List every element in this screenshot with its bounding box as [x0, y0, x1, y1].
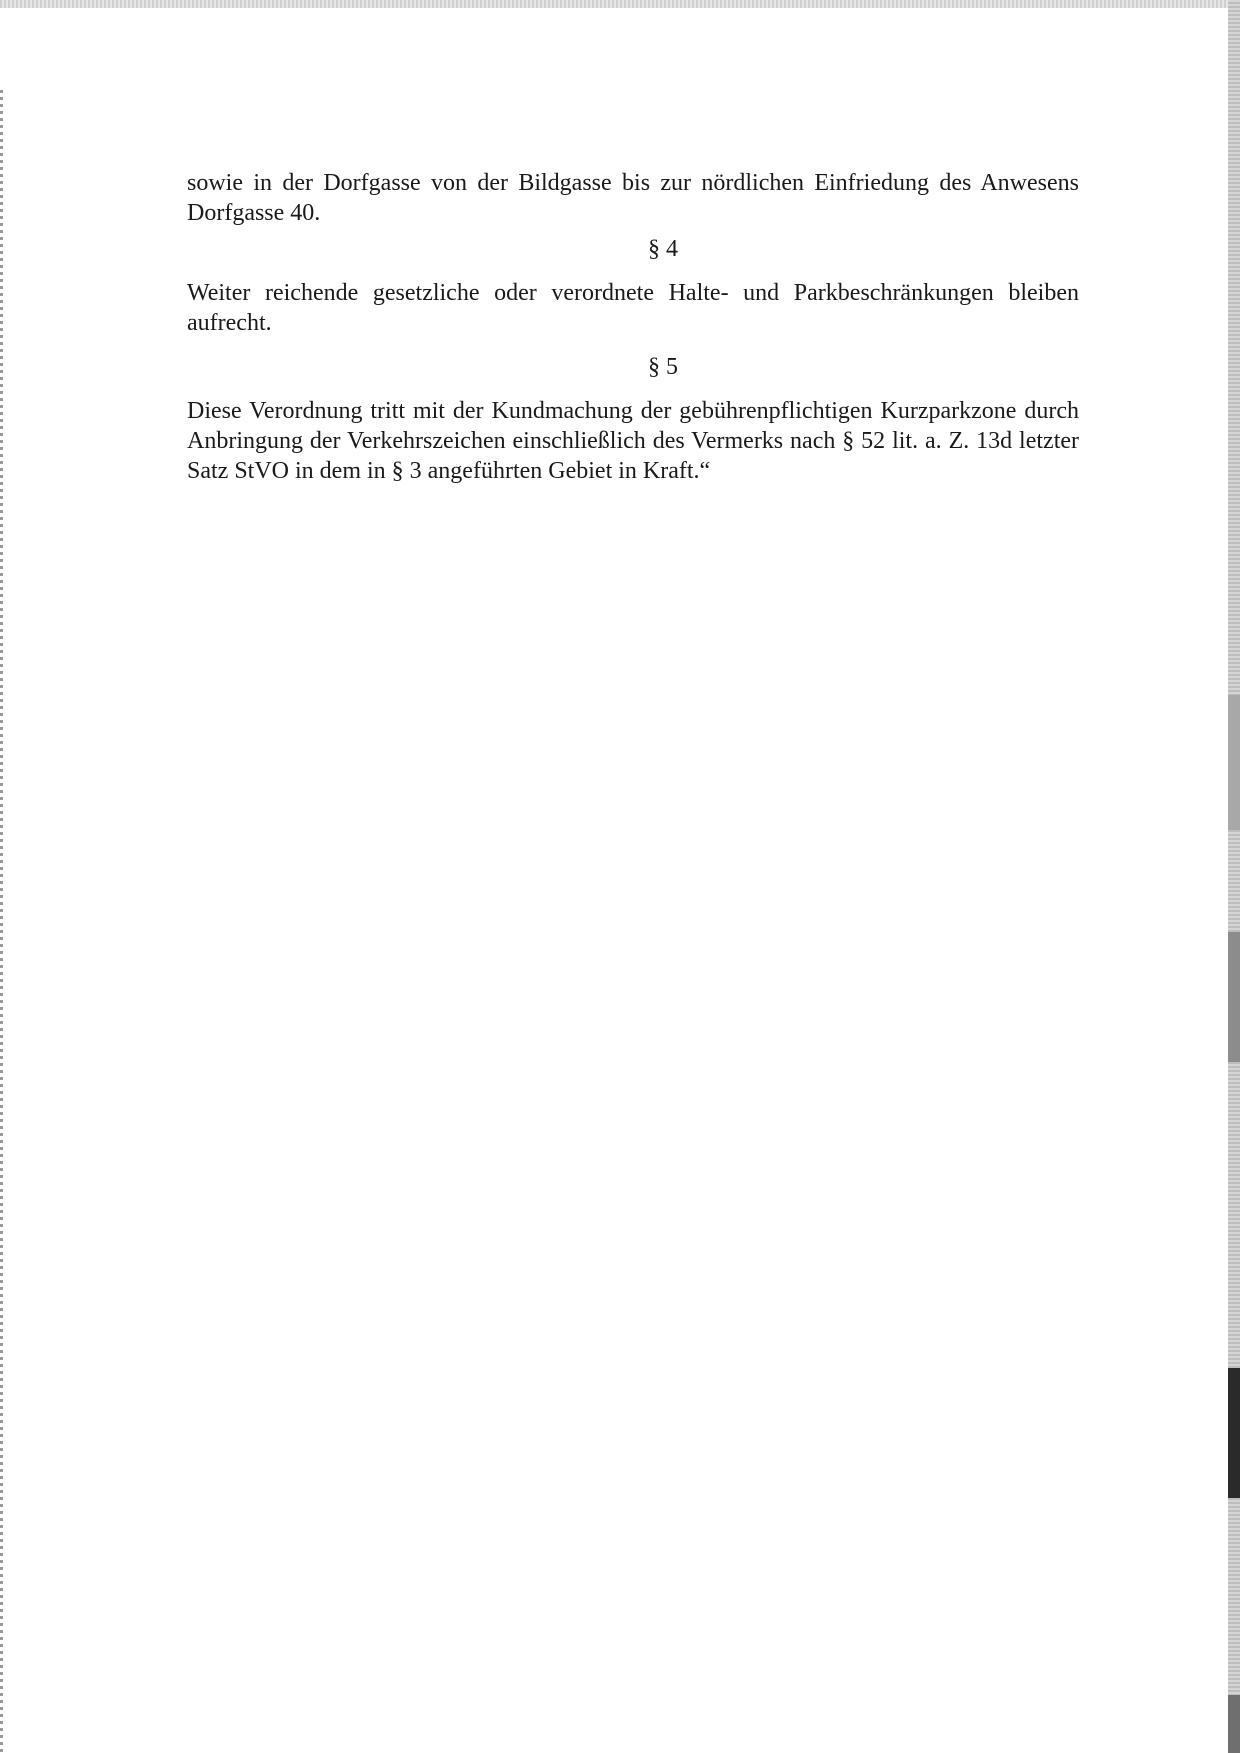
scan-edge-top — [0, 0, 1240, 8]
paragraph-continuation: sowie in der Dorfgasse von der Bildgasse bis zur nördlichen Einfriedung des Anwesens Dorfgasse 40. — [187, 170, 1079, 226]
section-heading-5: § 5 — [648, 354, 678, 380]
scan-edge-shade — [1228, 1695, 1240, 1753]
document-page — [187, 168, 1079, 486]
scan-edge-left — [0, 90, 3, 1753]
scan-edge-shade — [1228, 695, 1240, 830]
scan-edge-shade — [1228, 932, 1240, 1062]
paragraph-section-5: Diese Verordnung tritt mit der Kundmachung der gebührenpflichtigen Kurzparkzone durch Anbringung der Verkehrszeichen einschließlich des Vermerks nach § 52 lit. a. Z. 13d letzter Satz StVO in dem in § 3 angeführten Gebiet in Kraft.“ — [187, 398, 1079, 484]
paragraph-section-4: Weiter reichende gesetzliche oder verordnete Halte- und Parkbeschränkungen bleiben aufrecht. — [187, 280, 1079, 336]
section-heading-4: § 4 — [648, 236, 678, 262]
scan-edge-shade — [1228, 1368, 1240, 1498]
